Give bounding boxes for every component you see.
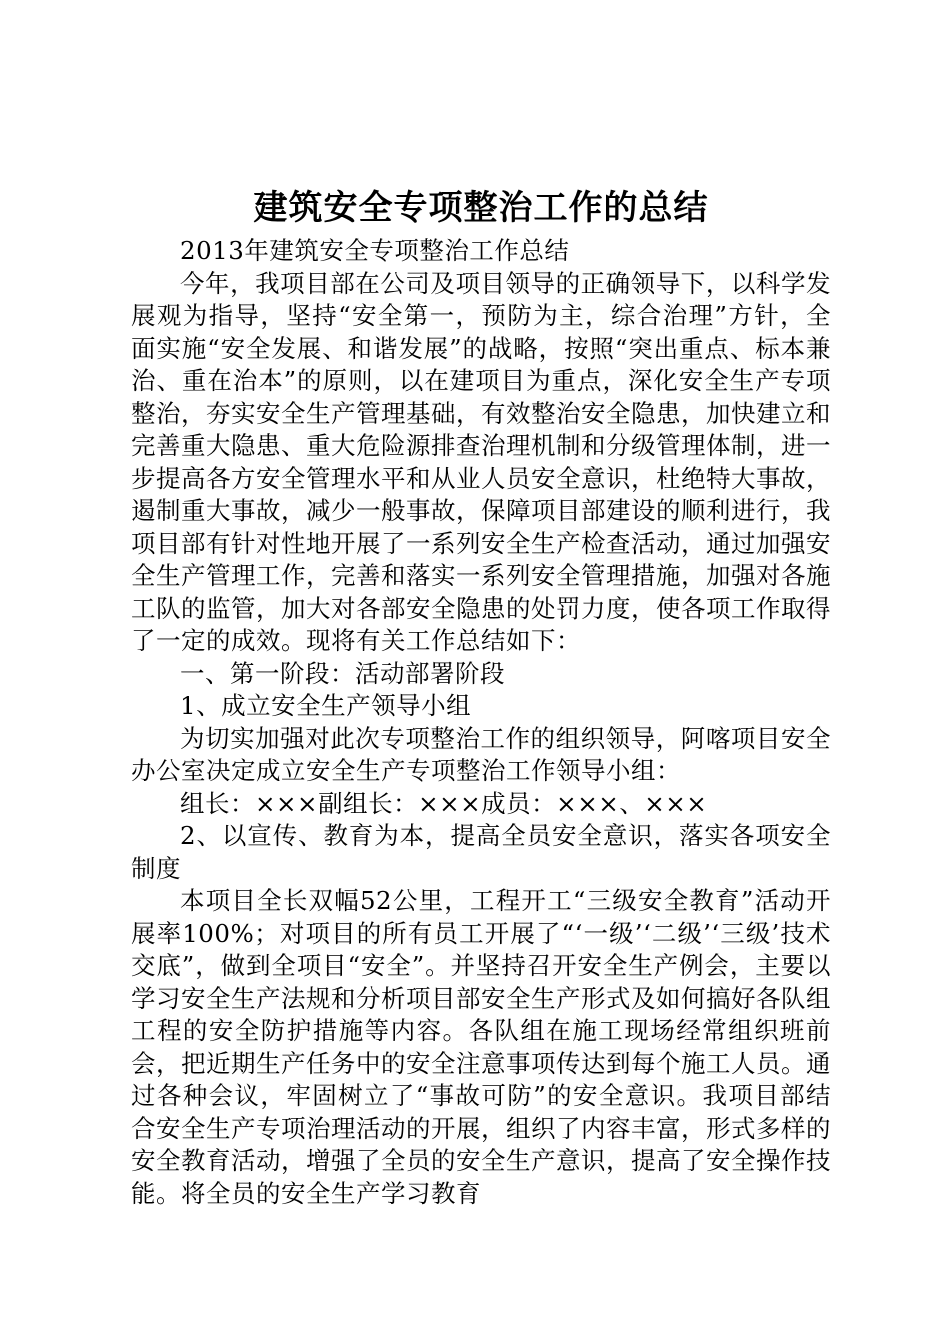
document-body <box>131 235 831 1210</box>
subsection-heading-2: 2、以宣传、教育为本，提高全员安全意识，落实各项安全制度 <box>131 821 831 883</box>
team-members-line: 组长：×××副组长：×××成员：×××、××× <box>180 788 708 818</box>
section-heading-1: 一、第一阶段：活动部署阶段 <box>180 658 505 688</box>
body-paragraph: 本项目全长双幅52公里，工程开工“三级安全教育”活动开展率100%；对项目的所有员工开展了“‘一级’‘二级’‘三级’技术交底”，做到全项目“安全”。并坚持召开安全生产例会，主要以学习安全生产法规和分析项目部安全生产形式及如何搞好各队组工程的安全防护措施等内容。各队组在施工现场经常组织班前会，把近期生产任务中的安全注意事项传达到每个施工人员。通过各种会议，牢固树立了“事故可防”的安全意识。我项目部结合安全生产专项治理活动的开展，组织了内容丰富，形式多样的安全教育活动，增强了全员的安全生产意识，提高了安全操作技能。将全员的安全生产学习教育 <box>131 886 831 1208</box>
subtitle-paragraph: 2013年建筑安全专项整治工作总结 <box>180 236 570 265</box>
body-paragraph: 为切实加强对此次专项整治工作的组织领导，阿喀项目安全办公室决定成立安全生产专项整治工作领导小组： <box>131 723 831 785</box>
document-title: 建筑安全专项整治工作的总结 <box>253 188 709 228</box>
subsection-heading-1: 1、成立安全生产领导小组 <box>180 691 472 720</box>
intro-paragraph: 今年，我项目部在公司及项目领导的正确领导下，以科学发展观为指导，坚持“安全第一，预防为主，综合治理”方针，全面实施“安全发展、和谐发展”的战略，按照“突出重点、标本兼治、重在治本”的原则，以在建项目为重点，深化安全生产专项整治，夯实安全生产管理基础，有效整治安全隐患，加快建立和完善重大隐患、重大危险源排查治理机制和分级管理体制，进一步提高各方安全管理水平和从业人员安全意识，杜绝特大事故，遏制重大事故，减少一般事故，保障项目部建设的顺利进行，我项目部有针对性地开展了一系列安全生产检查活动，通过加强安全生产管理工作，完善和落实一系列安全管理措施，加强对各施工队的监管，加大对各部安全隐患的处罚力度，使各项工作取得了一定的成效。现将有关工作总结如下： <box>131 268 831 655</box>
